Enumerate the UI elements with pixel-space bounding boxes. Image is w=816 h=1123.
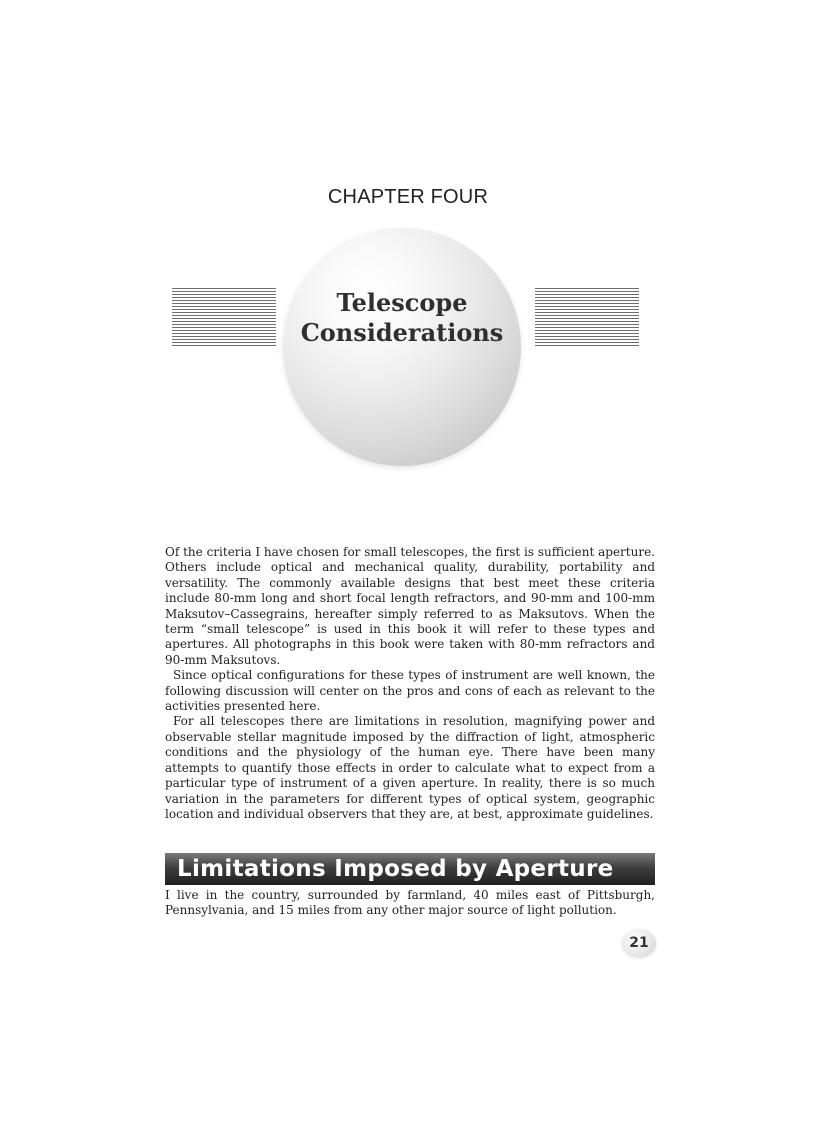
body-text: [165, 545, 655, 822]
decorative-rules-left: [172, 288, 276, 348]
chapter-title-line2: Considerations: [300, 318, 504, 347]
section-heading-banner: [165, 853, 655, 885]
decorative-rules-right: [535, 288, 639, 348]
page-number: 21: [622, 929, 656, 957]
paragraph: I live in the country, surrounded by farmland, 40 miles east of Pittsburgh, Pennsylvania, and 15 miles from any other major source of light pollution.: [165, 888, 655, 918]
paragraph: For all telescopes there are limitations in resolution, magnifying power and observable stellar magnitude imposed by the diffraction of light, atmospheric conditions and the physiology of the human eye. There have been many attempts to quantify those effects in order to calculate what to expect from a particular type of instrument of a given aperture. In reality, there is so much variation in the parameters for different types of optical system, geographic location and individual observers that they are, at best, approximate guidelines.: [165, 714, 655, 821]
paragraph: Since optical configurations for these types of instrument are well known, the following discussion will center on the pros and cons of each as relevant to the activities presented here.: [165, 668, 655, 714]
chapter-label: CHAPTER FOUR: [327, 186, 489, 208]
chapter-title: [283, 288, 521, 348]
paragraph: Of the criteria I have chosen for small telescopes, the first is sufficient aperture. Others include optical and mechanical quality, durability, portability and versatility. The commonly available designs that best meet these criteria include 80-mm long and short focal length refractors, and 90-mm and 100-mm Maksutov–Cassegrains, hereafter simply referred to as Maksutovs. When the term “small telescope” is used in this book it will refer to these types and apertures. All photographs in this book were taken with 80-mm refractors and 90-mm Maksutovs.: [165, 545, 655, 667]
section-body-text: [165, 888, 655, 919]
chapter-title-line1: Telescope: [336, 288, 468, 317]
section-heading: Limitations Imposed by Aperture: [177, 856, 614, 882]
